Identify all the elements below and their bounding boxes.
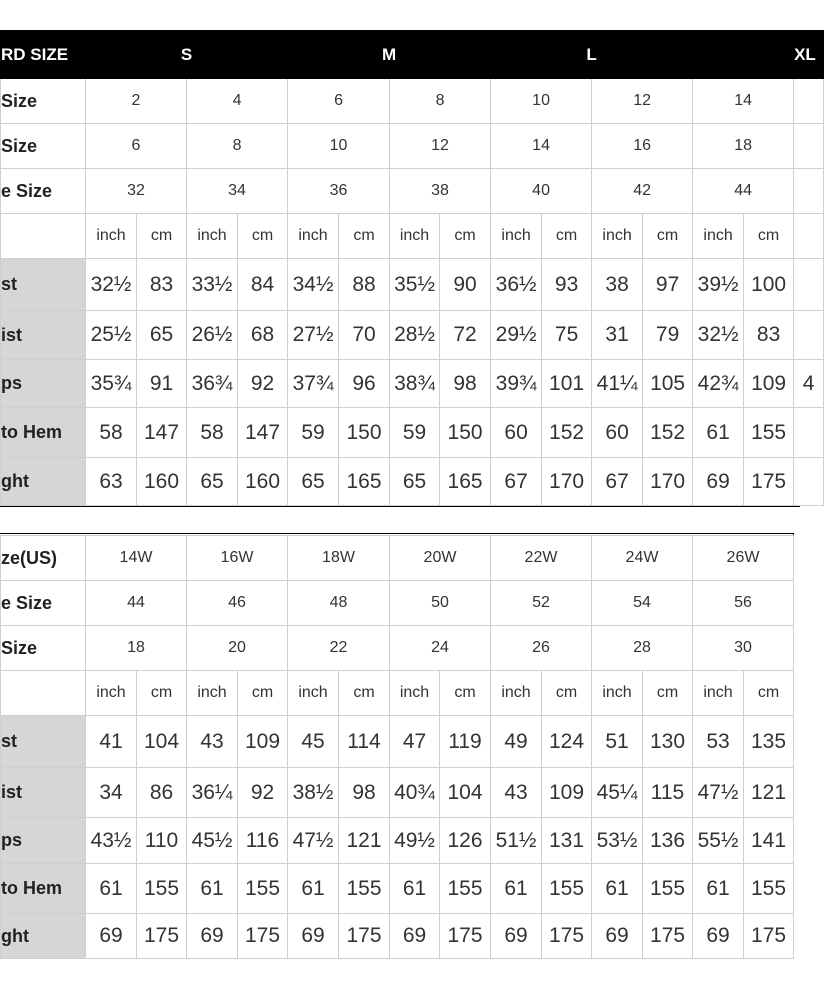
table-row xyxy=(1,360,824,408)
table-cell: 109 xyxy=(238,716,288,768)
table-cell: 110 xyxy=(137,818,187,864)
table-cell: 170 xyxy=(643,458,693,506)
unit-cell: cm xyxy=(238,214,288,259)
unit-cell: inch xyxy=(288,214,339,259)
table-cell: 10 xyxy=(288,124,390,169)
table-row xyxy=(1,311,824,360)
row-label: Size xyxy=(1,626,86,671)
table-cell: 46 xyxy=(187,581,288,626)
row-label: to Hem xyxy=(1,408,86,458)
table-cell: 51 xyxy=(592,716,643,768)
table-cell: 20W xyxy=(390,536,491,581)
table-cell: 58 xyxy=(86,408,137,458)
table-cell: 36¾ xyxy=(187,360,238,408)
table-cell: 69 xyxy=(592,914,643,959)
table-cell: 155 xyxy=(744,864,794,914)
table-cell: 53½ xyxy=(592,818,643,864)
table-cell: 43 xyxy=(187,716,238,768)
table-cell: 38½ xyxy=(288,768,339,818)
unit-cell: inch xyxy=(491,671,542,716)
table-cell: 42 xyxy=(592,169,693,214)
unit-row xyxy=(1,214,824,259)
table-cell: 155 xyxy=(339,864,390,914)
table-cell: 109 xyxy=(744,360,794,408)
table-cell: 18W xyxy=(288,536,390,581)
table-cell: 4 xyxy=(794,360,824,408)
unit-cell: inch xyxy=(187,671,238,716)
table-cell: 61 xyxy=(86,864,137,914)
table-cell: 34 xyxy=(187,169,288,214)
table-cell: 38¾ xyxy=(390,360,440,408)
unit-cell: inch xyxy=(390,671,440,716)
table-cell: 104 xyxy=(440,768,491,818)
table-row xyxy=(1,458,824,506)
table-cell: 175 xyxy=(643,914,693,959)
table-cell: 41 xyxy=(86,716,137,768)
table-cell: 16W xyxy=(187,536,288,581)
table-cell: 165 xyxy=(440,458,491,506)
unit-cell: cm xyxy=(440,671,491,716)
table-cell: 18 xyxy=(693,124,794,169)
table-cell: 32½ xyxy=(693,311,744,360)
table-cell: 98 xyxy=(440,360,491,408)
table-row xyxy=(1,408,824,458)
table-cell: 44 xyxy=(86,581,187,626)
table-row xyxy=(1,716,794,768)
table-cell: 26½ xyxy=(187,311,238,360)
table-cell: 175 xyxy=(440,914,491,959)
unit-row xyxy=(1,671,794,716)
row-label: ght xyxy=(1,458,86,506)
table-cell: 34½ xyxy=(288,259,339,311)
table-cell: 22W xyxy=(491,536,592,581)
table-cell: 100 xyxy=(744,259,794,311)
table-row xyxy=(1,581,794,626)
table-cell: 114 xyxy=(339,716,390,768)
unit-cell: cm xyxy=(339,671,390,716)
table-cell: 42¾ xyxy=(693,360,744,408)
table-cell: 39½ xyxy=(693,259,744,311)
table-cell: 47½ xyxy=(693,768,744,818)
table-row xyxy=(1,864,794,914)
row-label: ps xyxy=(1,360,86,408)
row-label: ist xyxy=(1,768,86,818)
unit-cell: inch xyxy=(288,671,339,716)
table-row xyxy=(1,914,794,959)
table-row xyxy=(1,626,794,671)
table-cell: 38 xyxy=(592,259,643,311)
table-cell: 175 xyxy=(542,914,592,959)
table-cell: 63 xyxy=(86,458,137,506)
table-cell: 175 xyxy=(744,458,794,506)
table-cell: 68 xyxy=(238,311,288,360)
unit-cell: inch xyxy=(592,214,643,259)
row-label: e Size xyxy=(1,581,86,626)
table-cell: 124 xyxy=(542,716,592,768)
table-cell: 165 xyxy=(339,458,390,506)
unit-cell: cm xyxy=(440,214,491,259)
table-cell: 170 xyxy=(542,458,592,506)
unit-cell: inch xyxy=(187,214,238,259)
table-cell: 8 xyxy=(390,79,491,124)
table-cell: 27½ xyxy=(288,311,339,360)
table-cell: 109 xyxy=(542,768,592,818)
table-cell: 86 xyxy=(137,768,187,818)
table-cell: 175 xyxy=(137,914,187,959)
unit-cell: cm xyxy=(238,671,288,716)
table-cell: 61 xyxy=(187,864,238,914)
table-cell: 54 xyxy=(592,581,693,626)
row-label: to Hem xyxy=(1,864,86,914)
table-cell: 97 xyxy=(643,259,693,311)
table-cell: 25½ xyxy=(86,311,137,360)
table-row xyxy=(1,818,794,864)
table-cell: 12 xyxy=(592,79,693,124)
unit-cell: inch xyxy=(86,671,137,716)
table-cell: 61 xyxy=(592,864,643,914)
table-cell: 53 xyxy=(693,716,744,768)
table-cell: 51½ xyxy=(491,818,542,864)
unit-cell xyxy=(794,214,824,259)
table-cell: 14 xyxy=(491,124,592,169)
table-cell: 175 xyxy=(339,914,390,959)
table-cell: 105 xyxy=(643,360,693,408)
table-cell: 69 xyxy=(693,458,744,506)
table-cell: 34 xyxy=(86,768,137,818)
size-header-xl: XL xyxy=(794,31,824,79)
table-row xyxy=(1,768,794,818)
table-cell: 90 xyxy=(440,259,491,311)
table-cell: 115 xyxy=(643,768,693,818)
table-row xyxy=(1,169,824,214)
table-cell: 39¾ xyxy=(491,360,542,408)
table-cell xyxy=(794,79,824,124)
table-cell: 121 xyxy=(744,768,794,818)
table-cell: 160 xyxy=(238,458,288,506)
table-cell: 30 xyxy=(693,626,794,671)
table-cell: 65 xyxy=(288,458,339,506)
table-cell: 32 xyxy=(86,169,187,214)
table-cell: 6 xyxy=(288,79,390,124)
table-cell: 155 xyxy=(238,864,288,914)
table-cell: 96 xyxy=(339,360,390,408)
unit-cell: cm xyxy=(744,214,794,259)
table-cell xyxy=(794,124,824,169)
table-cell: 58 xyxy=(187,408,238,458)
table-cell: 155 xyxy=(137,864,187,914)
table-cell: 147 xyxy=(238,408,288,458)
table-cell: 50 xyxy=(390,581,491,626)
table-cell: 36¼ xyxy=(187,768,238,818)
table-cell: 12 xyxy=(390,124,491,169)
table-cell: 35¾ xyxy=(86,360,137,408)
table-cell: 121 xyxy=(339,818,390,864)
table-cell: 155 xyxy=(643,864,693,914)
table-cell: 26W xyxy=(693,536,794,581)
table-cell: 6 xyxy=(86,124,187,169)
table-cell: 75 xyxy=(542,311,592,360)
unit-cell: cm xyxy=(137,671,187,716)
row-label: Size xyxy=(1,124,86,169)
table-cell: 61 xyxy=(288,864,339,914)
table-cell: 60 xyxy=(491,408,542,458)
unit-cell: inch xyxy=(86,214,137,259)
table-cell xyxy=(794,311,824,360)
table-cell: 61 xyxy=(491,864,542,914)
table-cell: 24W xyxy=(592,536,693,581)
unit-cell: inch xyxy=(390,214,440,259)
row-label: st xyxy=(1,259,86,311)
table-cell: 93 xyxy=(542,259,592,311)
table-cell: 10 xyxy=(491,79,592,124)
table-cell: 43 xyxy=(491,768,542,818)
table-cell: 116 xyxy=(238,818,288,864)
table-cell: 8 xyxy=(187,124,288,169)
table-cell: 38 xyxy=(390,169,491,214)
table-cell: 150 xyxy=(440,408,491,458)
table-cell: 101 xyxy=(542,360,592,408)
table-cell: 155 xyxy=(744,408,794,458)
table-cell: 79 xyxy=(643,311,693,360)
table-cell: 61 xyxy=(693,864,744,914)
table-cell: 26 xyxy=(491,626,592,671)
table-cell: 69 xyxy=(86,914,137,959)
size-header-s: S xyxy=(86,31,288,79)
table-cell: 45½ xyxy=(187,818,238,864)
table-cell: 88 xyxy=(339,259,390,311)
table-cell: 69 xyxy=(288,914,339,959)
table-cell: 22 xyxy=(288,626,390,671)
table-cell: 4 xyxy=(187,79,288,124)
unit-cell: inch xyxy=(592,671,643,716)
unit-cell: cm xyxy=(137,214,187,259)
table-cell: 36 xyxy=(288,169,390,214)
row-label xyxy=(1,214,86,259)
table-cell: 92 xyxy=(238,768,288,818)
header-label: RD SIZE xyxy=(1,31,86,79)
table-cell: 84 xyxy=(238,259,288,311)
table-cell: 65 xyxy=(390,458,440,506)
unit-cell: cm xyxy=(339,214,390,259)
table-cell: 45 xyxy=(288,716,339,768)
table-cell: 69 xyxy=(390,914,440,959)
table-cell: 33½ xyxy=(187,259,238,311)
row-label: e Size xyxy=(1,169,86,214)
row-label xyxy=(1,671,86,716)
table-cell: 14W xyxy=(86,536,187,581)
table-cell xyxy=(794,259,824,311)
table-cell: 67 xyxy=(592,458,643,506)
table-cell: 52 xyxy=(491,581,592,626)
table-cell: 24 xyxy=(390,626,491,671)
table-cell: 135 xyxy=(744,716,794,768)
table-cell: 147 xyxy=(137,408,187,458)
table-cell: 69 xyxy=(491,914,542,959)
table-cell: 69 xyxy=(693,914,744,959)
row-label: ght xyxy=(1,914,86,959)
table-cell: 98 xyxy=(339,768,390,818)
unit-cell: cm xyxy=(542,671,592,716)
table-cell: 45¼ xyxy=(592,768,643,818)
table-cell: 150 xyxy=(339,408,390,458)
table-cell: 48 xyxy=(288,581,390,626)
unit-cell: cm xyxy=(744,671,794,716)
table-cell: 32½ xyxy=(86,259,137,311)
table-cell: 152 xyxy=(542,408,592,458)
size-header-m: M xyxy=(288,31,491,79)
table-header-row xyxy=(1,31,824,79)
unit-cell: inch xyxy=(693,214,744,259)
table-cell xyxy=(794,408,824,458)
table-cell: 47 xyxy=(390,716,440,768)
table-row xyxy=(1,259,824,311)
table-cell: 31 xyxy=(592,311,643,360)
row-label: st xyxy=(1,716,86,768)
table-cell: 91 xyxy=(137,360,187,408)
row-label: ze(US) xyxy=(1,536,86,581)
table-cell: 14 xyxy=(693,79,794,124)
table-cell: 175 xyxy=(238,914,288,959)
unit-cell: inch xyxy=(491,214,542,259)
table-cell: 47½ xyxy=(288,818,339,864)
row-label: ist xyxy=(1,311,86,360)
table-cell: 18 xyxy=(86,626,187,671)
table-cell: 69 xyxy=(187,914,238,959)
table-row xyxy=(1,124,824,169)
table-cell: 175 xyxy=(744,914,794,959)
table-cell: 28 xyxy=(592,626,693,671)
table-cell: 40 xyxy=(491,169,592,214)
table-cell: 61 xyxy=(390,864,440,914)
table-cell: 141 xyxy=(744,818,794,864)
table-cell: 92 xyxy=(238,360,288,408)
table-cell: 160 xyxy=(137,458,187,506)
table-cell: 49½ xyxy=(390,818,440,864)
table-cell: 49 xyxy=(491,716,542,768)
table-cell: 59 xyxy=(390,408,440,458)
table-cell: 65 xyxy=(137,311,187,360)
unit-cell: inch xyxy=(693,671,744,716)
table-cell: 126 xyxy=(440,818,491,864)
table-cell: 60 xyxy=(592,408,643,458)
table-cell xyxy=(794,458,824,506)
table-cell: 20 xyxy=(187,626,288,671)
table-cell: 16 xyxy=(592,124,693,169)
table-cell: 119 xyxy=(440,716,491,768)
table-cell: 83 xyxy=(744,311,794,360)
table-cell: 59 xyxy=(288,408,339,458)
table-cell: 36½ xyxy=(491,259,542,311)
table-cell xyxy=(794,169,824,214)
table-cell: 70 xyxy=(339,311,390,360)
table-cell: 40¾ xyxy=(390,768,440,818)
row-label: Size xyxy=(1,79,86,124)
table-cell: 152 xyxy=(643,408,693,458)
table-cell: 130 xyxy=(643,716,693,768)
table-cell: 155 xyxy=(542,864,592,914)
table-cell: 136 xyxy=(643,818,693,864)
table-cell: 28½ xyxy=(390,311,440,360)
table-cell: 44 xyxy=(693,169,794,214)
unit-cell: cm xyxy=(643,671,693,716)
table-cell: 35½ xyxy=(390,259,440,311)
table-row xyxy=(1,79,824,124)
unit-cell: cm xyxy=(643,214,693,259)
table-cell: 155 xyxy=(440,864,491,914)
table-cell: 29½ xyxy=(491,311,542,360)
size-header-l: L xyxy=(491,31,693,79)
table-cell: 43½ xyxy=(86,818,137,864)
table-cell: 56 xyxy=(693,581,794,626)
table-row xyxy=(1,536,794,581)
table-cell: 72 xyxy=(440,311,491,360)
table-cell: 83 xyxy=(137,259,187,311)
table-cell: 55½ xyxy=(693,818,744,864)
unit-cell: cm xyxy=(542,214,592,259)
table-cell: 67 xyxy=(491,458,542,506)
row-label: ps xyxy=(1,818,86,864)
table-cell: 131 xyxy=(542,818,592,864)
table-cell: 65 xyxy=(187,458,238,506)
plus-size-table xyxy=(0,535,794,959)
standard-size-table xyxy=(0,30,824,506)
table-cell: 104 xyxy=(137,716,187,768)
table-cell: 61 xyxy=(693,408,744,458)
table-cell: 37¾ xyxy=(288,360,339,408)
table-cell: 2 xyxy=(86,79,187,124)
table-cell: 41¼ xyxy=(592,360,643,408)
